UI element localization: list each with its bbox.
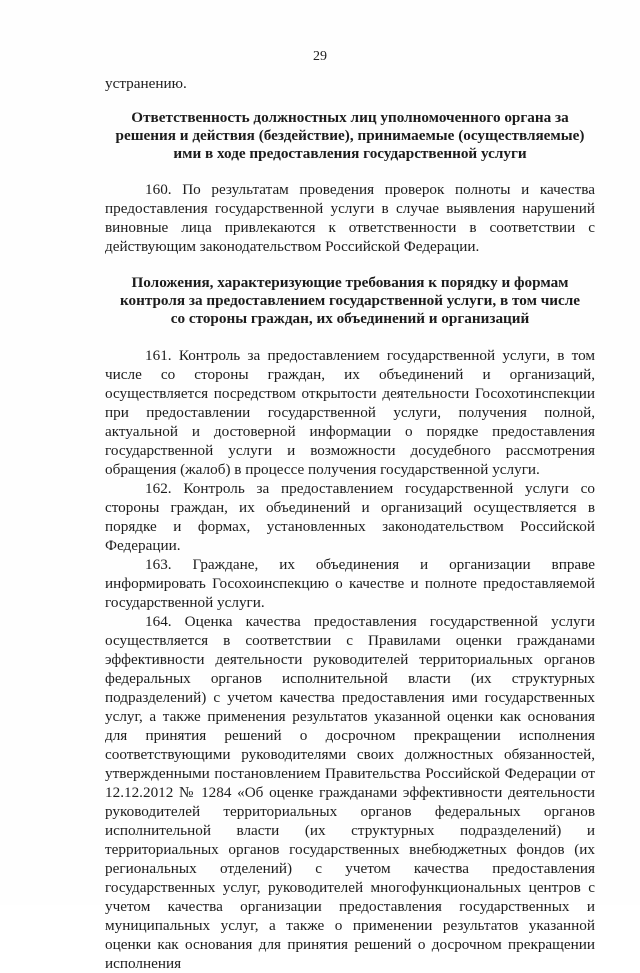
section-heading-control: Положения, характеризующие требования к порядку и формам контроля за предоставлением государственной услуги, в том числе со стороны граждан, их объединений и организаций <box>119 274 581 327</box>
paragraph-163: 163. Граждане, их объединения и организации вправе информировать Госохоинспекцию о качестве и полноте предоставляемой государственной услуги. <box>105 556 595 611</box>
document-body <box>105 74 595 973</box>
page-number: 29 <box>313 49 327 64</box>
continuation-text: устранению. <box>105 75 187 92</box>
paragraph-161: 161. Контроль за предоставлением государственной услуги, в том числе со стороны граждан, их объединений и организаций, осуществляется посредством открытости деятельности Госохотинспекции при предоставлении государственной услуги, получения полной, актуальной и достоверной информации о порядке предоставления государственной услуги и возможности досудебного рассмотрения обращения (жалоб) в процессе получения государственной услуги. <box>105 347 595 478</box>
section-heading-responsibility: Ответственность должностных лиц уполномоченного органа за решения и действия (бездействие), принимаемые (осуществляемые) ими в ходе предоставления государственной услуги <box>115 109 585 162</box>
paragraph-162: 162. Контроль за предоставлением государственной услуги со стороны граждан, их объединений и организаций осуществляется в порядке и формах, установленных законодательством Российской Федерации. <box>105 480 595 554</box>
paragraph-164: 164. Оценка качества предоставления государственной услуги осуществляется в соответствии с Правилами оценки гражданами эффективности деятельности руководителей территориальных органов федеральных органов исполнительной власти (их структурных подразделений) с учетом качества предоставления ими государственных услуг, а также применения результатов указанной оценки как основания для принятия решений о досрочном прекращении исполнения соответствующими руководителями своих должностных обязанностей, утвержденными постановлением Правительства Российской Федерации от 12.12.2012 № 1284 «Об оценке гражданами эффективности деятельности руководителей территориальных органов федеральных органов исполнительной власти (их структурных подразделений) и территориальных органов государственных внебюджетных фондов (их региональных отделений) с учетом качества предоставления государственных услуг, руководителей многофункциональных центров с учетом качества организации предоставления государственных и муниципальных услуг, а также о применении результатов указанной оценки как основания для принятия решений о досрочном прекращении исполнения <box>105 613 595 972</box>
paragraph-160: 160. По результатам проведения проверок полноты и качества предоставления государственной услуги в случае выявления нарушений виновные лица привлекаются к ответственности в соответствии с действующим законодательством Российской Федерации. <box>105 181 595 255</box>
